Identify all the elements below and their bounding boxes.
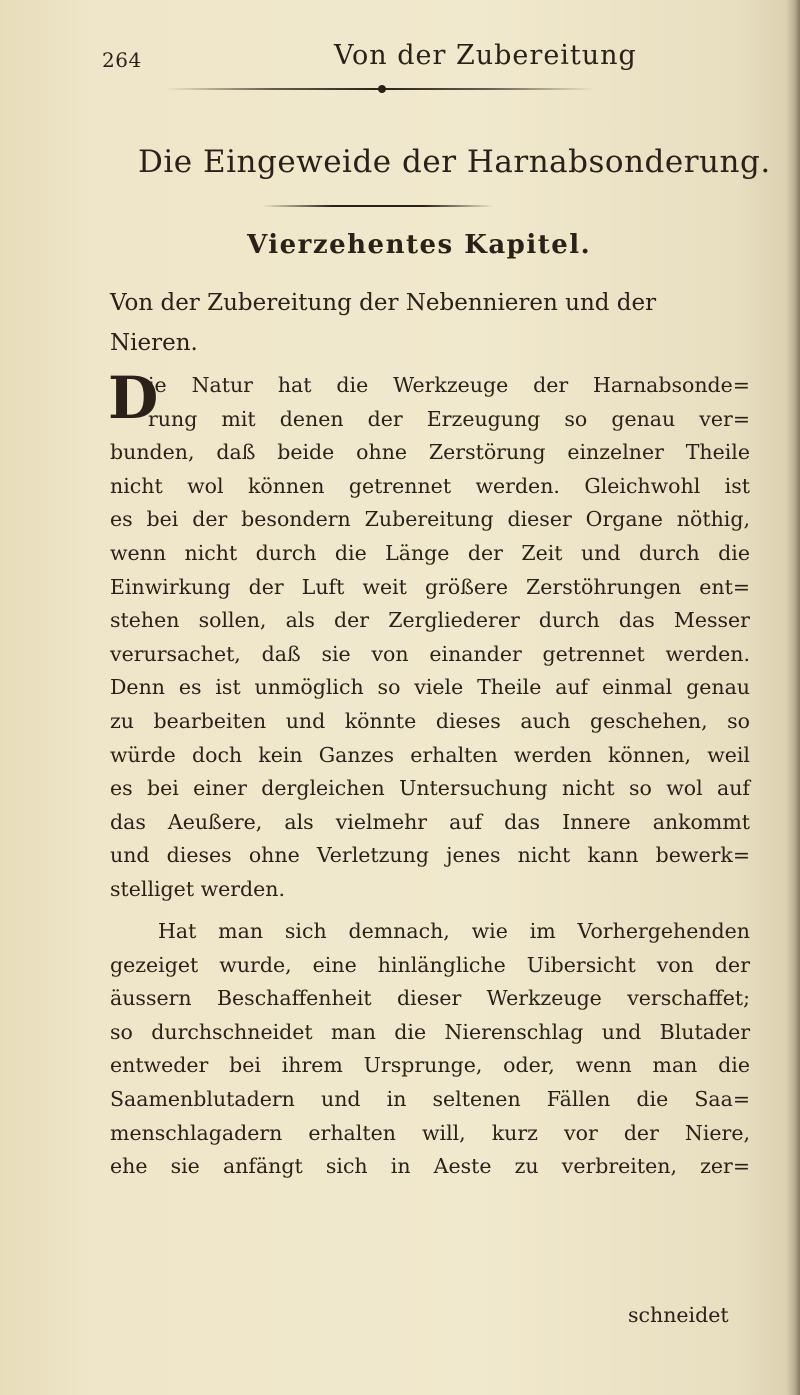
text-line: das Aeußere, als vielmehr auf das Innere ankommt: [110, 809, 750, 834]
text-line: bunden, daß beide ohne Zerstörung einzelner Theile: [110, 440, 750, 465]
page-edge-shadow: [786, 0, 800, 1395]
text-line: menschlagadern erhalten will, kurz vor der Niere,: [110, 1120, 750, 1145]
text-line: ehe sie anfängt sich in Aeste zu verbreiten, zer=: [110, 1154, 750, 1179]
text-line: stelliget werden.: [110, 876, 286, 901]
text-line: stehen sollen, als der Zergliederer durch das Messer: [110, 608, 750, 633]
text-line: nicht wol können getrennet werden. Gleichwohl ist: [110, 473, 750, 498]
page-number: 264: [102, 48, 142, 72]
catchword: schneidet: [628, 1303, 729, 1327]
text-line: es bei einer dergleichen Untersuchung nicht so wol auf: [110, 776, 750, 801]
text-line: und dieses ohne Verletzung jenes nicht kann bewerk=: [110, 843, 750, 868]
text-line: es bei der besondern Zubereitung dieser Organe nöthig,: [110, 507, 750, 532]
section-rule: [262, 205, 494, 207]
text-line: rung mit denen der Erzeugung so genau ver=: [148, 406, 750, 431]
text-line: Saamenblutadern und in seltenen Fällen die Saa=: [110, 1086, 750, 1111]
text-line: verursachet, daß sie von einander getrennet werden.: [110, 641, 750, 666]
chapter-subtitle-line: Von der Zubereitung der Nebennieren und der: [110, 290, 657, 316]
running-head: Von der Zubereitung: [334, 40, 637, 71]
text-line: Denn es ist unmöglich so viele Theile auf einmal genau: [110, 675, 750, 700]
text-line: zu bearbeiten und könnte dieses auch geschehen, so: [110, 708, 750, 733]
chapter-title: Vierzehentes Kapitel.: [247, 230, 592, 260]
section-title: Die Eingeweide der Harnabsonderung.: [138, 144, 771, 180]
paragraph-2: [110, 915, 750, 1184]
chapter-subtitle-line: Nieren.: [110, 330, 198, 356]
text-line: wenn nicht durch die Länge der Zeit und durch die: [110, 540, 750, 565]
drop-cap: D: [108, 364, 159, 432]
text-line: gezeiget wurde, eine hinlängliche Uibersicht von der: [110, 952, 750, 977]
text-line: so durchschneidet man die Nierenschlag und Blutader: [110, 1019, 750, 1044]
text-line: Hat man sich demnach, wie im Vorhergehenden: [158, 919, 750, 943]
chapter-subtitle: [110, 283, 750, 363]
header-rule-ornament: [378, 85, 386, 93]
text-line: Einwirkung der Luft weit größere Zerstöhrungen ent=: [110, 574, 750, 599]
paragraph-1: [108, 364, 750, 907]
text-line: ie Natur hat die Werkzeuge der Harnabsonde=: [148, 373, 750, 397]
text-line: würde doch kein Ganzes erhalten werden können, weil: [110, 742, 750, 767]
text-line: entweder bei ihrem Ursprunge, oder, wenn man die: [110, 1053, 750, 1078]
text-line: äussern Beschaffenheit dieser Werkzeuge verschaffet;: [110, 986, 750, 1011]
